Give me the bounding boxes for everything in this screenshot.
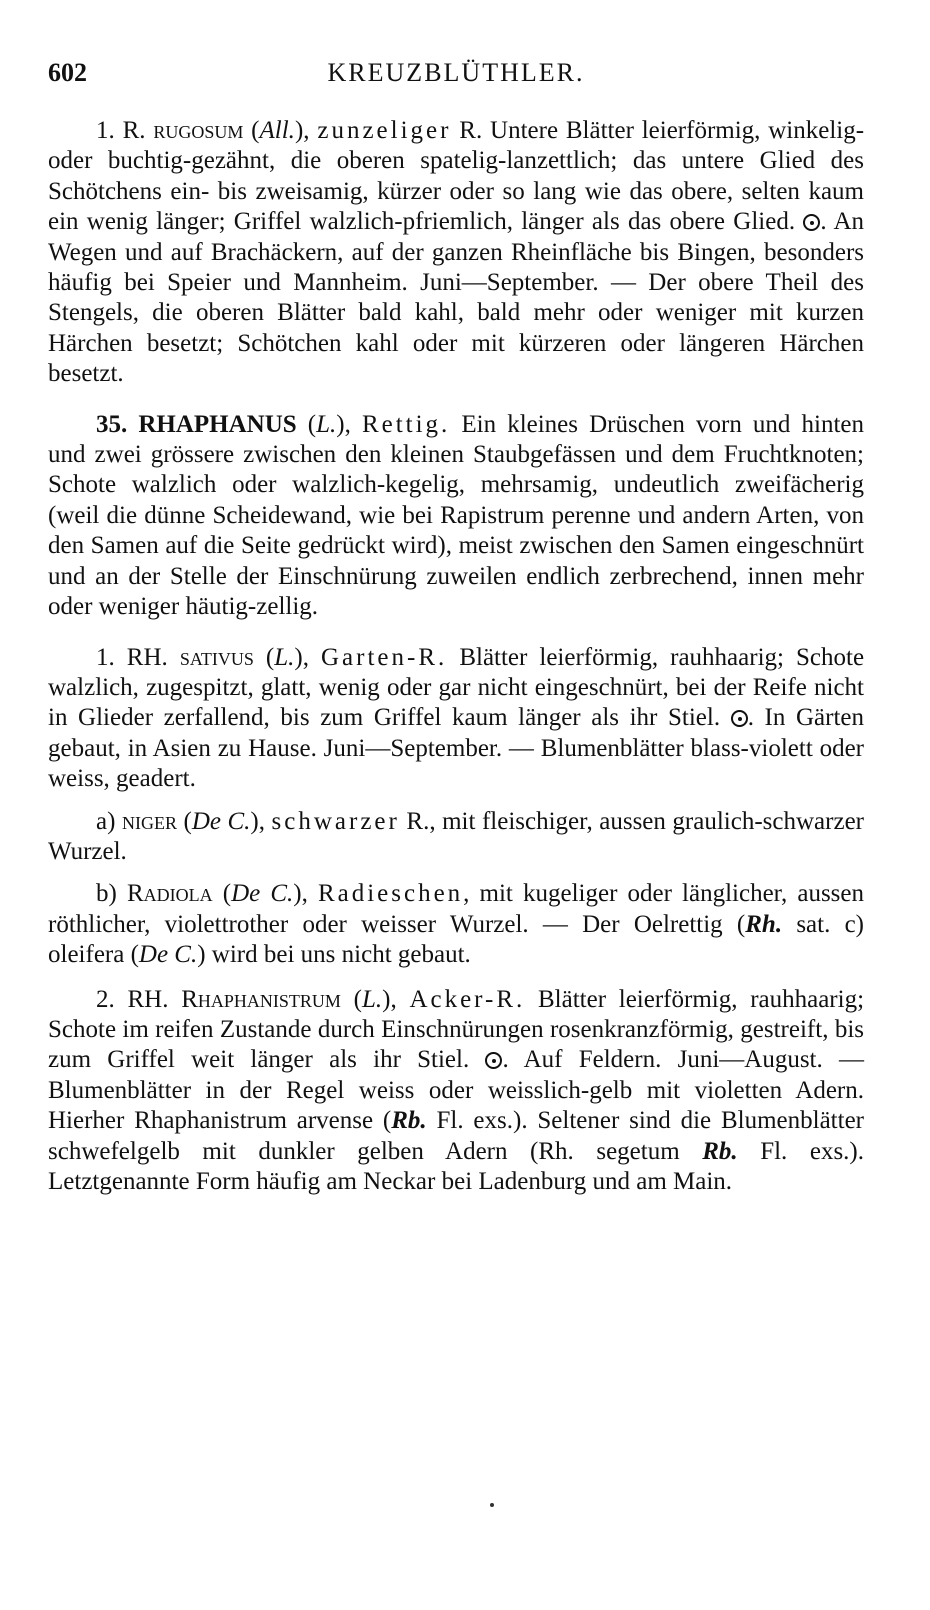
genus-authority: L. (316, 410, 337, 438)
description-text: Blätter leierförmig, rauhhaarig; Schote im reifen Zustande durch Einschnürungen rosenkranzförmig, gestreift, bis zum Griffel weit länger als ihr Stiel. (48, 985, 865, 1074)
species-authority: L. (274, 643, 295, 671)
species-number: 2. RH. (96, 985, 169, 1013)
common-name: Acker-R. (409, 985, 526, 1013)
common-name: Garten-R. (321, 643, 448, 671)
variety-authority: De C. (231, 880, 294, 908)
reference-abbrev: Rb. (391, 1107, 427, 1135)
genus-common-name: Rettig. (361, 410, 451, 438)
habitat-text-cont: Fl. exs.). Seltener sind die Blumenblätter schwefelgelb mit dunkler gelben Adern (Rh. segetum (48, 1107, 864, 1165)
variety-common-name: schwarzer (271, 807, 400, 835)
species-authority: All. (259, 117, 295, 144)
species-name: rugosum (153, 117, 244, 144)
variety-description: , mit kugeliger oder länglicher, aussen röthlicher, violettrother oder weisser Wurzel. — Der Oelrettig ( (48, 880, 864, 938)
habitat-text: . Auf Feldern. Juni—August. — Blumenblätter in der Regel weiss oder weisslich-gelb mit violetten Adern. Hierher Rhaphanistrum arvense ( (48, 1046, 864, 1135)
genus-description: Ein kleines Drüschen vorn und hinten und zwei grössere zwischen den kleinen Staubgefässen und dem Fruchtknoten; Schote walzlich oder walzlich-kegelig, mehrsamig, undeutlich zweifächerig (weil die dünne Scheidewand, wie bei Rapistrum perenne und andern Arten, von den Samen auf die Seite gedrückt wird), meist zwischen den Samen eingeschnürt und an der Stelle der Einschnürung zuweilen endlich zerbrechend, innen mehr oder weniger häutig-zellig. (48, 410, 864, 621)
species-rhaphanistrum-paragraph: 2. RH. Rhaphanistrum (L.), Acker-R. Blätter leierförmig, rauhhaarig; Schote im reifen Zustande durch Einschnürungen rosenkranzförmig, gestreift, bis zum Griffel weit länger als ihr Stiel. . Auf Feldern. Juni—August. — Blumenblätter in der Regel weiss oder weisslich-gelb mit violetten Adern. Hierher Rhaphanistrum arvense (Rb. Fl. exs.). Seltener sind die Blumenblätter schwefelgelb mit dunkler gelben Adern (Rh. segetum Rb. Fl. exs.). Letztgenannte Form häufig am Neckar bei Ladenburg und am Main. (48, 985, 865, 1195)
page-header (48, 58, 864, 102)
variety-niger-paragraph: a) niger (De C.), schwarzer R., mit fleischiger, aussen graulich-schwarzer Wurzel. (48, 807, 864, 865)
variety-common-name: Radieschen (317, 880, 464, 908)
genus-rhaphanus-paragraph: 35. RHAPHANUS (L.), Rettig. Ein kleines Drüschen vorn und hinten und zwei grössere zwischen den kleinen Staubgefässen und dem Fruchtknoten; Schote walzlich oder walzlich-kegelig, mehrsamig, undeutlich zweifächerig (weil die dünne Scheidewand, wie bei Rapistrum perenne und andern Arten, von den Samen auf die Seite gedrückt wird), meist zwischen den Samen eingeschnürt und an der Stelle der Einschnürung zuweilen endlich zerbrechend, innen mehr oder weniger häutig-zellig. (48, 410, 864, 621)
variety-description: R., mit fleischiger, aussen graulich-schwarzer Wurzel. (48, 807, 864, 865)
habitat-text: . In Gärten gebaut, in Asien zu Hause. Juni—September. — Blumenblätter blass-violett oder weiss, geadert. (48, 704, 864, 793)
annual-symbol-icon (731, 710, 748, 727)
variety-authority: De C. (191, 807, 251, 835)
variety-description-end: ) wird bei uns nicht gebaut. (197, 941, 471, 969)
annual-symbol-icon (485, 1052, 502, 1069)
annual-symbol-icon (803, 214, 820, 231)
habitat-text-end: Fl. exs.). Letztgenannte Form häufig am Neckar bei Ladenburg und am Main. (48, 1137, 864, 1195)
species-rugosum-paragraph: 1. R. rugosum (All.), zunzeliger R. Untere Blätter leierförmig, winkelig- oder buchtig-gezähnt, die oberen spatelig-lanzettlich; das untere Glied des Schötchens ein- bis zweisamig, kürzer oder so lang wie das obere, selten kaum ein wenig länger; Griffel walzlich-pfriemlich, länger als das obere Glied. . An Wegen und auf Brachäckern, auf der ganzen Rheinfläche bis Bingen, besonders häufig bei Speier und Mannheim. Juni—September. — Der obere Theil des Stengels, die oberen Blätter bald kahl, bald mehr oder weniger mit kurzen Härchen besetzt; Schötchen kahl oder mit kürzeren oder längeren Härchen besetzt. (48, 117, 865, 388)
variety-radiola-paragraph: b) Radiola (De C.), Radieschen, mit kugeliger oder länglicher, aussen röthlicher, violettrother oder weisser Wurzel. — Der Oelrettig (Rh. sat. c) oleifera (De C.) wird bei uns nicht gebaut. (48, 880, 864, 969)
description-text: Untere Blätter leierförmig, winkelig- oder buchtig-gezähnt, die oberen spatelig-lanzettlich; das untere Glied des Schötchens ein- bis zweisamig, kürzer oder so lang wie das obere, selten kaum ein wenig länger; Griffel walzlich-pfriemlich, länger als das obere Glied. (48, 117, 865, 236)
abbreviation: Rh. (745, 910, 783, 938)
genus-name: 35. RHAPHANUS (96, 410, 297, 438)
habitat-text: . An Wegen und auf Brachäckern, auf der ganzen Rheinfläche bis Bingen, besonders häufig bei Speier und Mannheim. Juni—September. — Der obere Theil des Stengels, die oberen Blätter bald kahl, bald mehr oder weniger mit kurzen Härchen besetzt; Schötchen kahl oder mit kürzeren oder längeren Härchen besetzt. (48, 208, 864, 388)
variety-name: niger (121, 807, 177, 835)
running-title: KREUZBLÜTHLER. (327, 58, 585, 87)
variety-label: a) (96, 807, 116, 835)
common-name-suffix: R. (459, 117, 483, 144)
page-number: 602 (48, 58, 87, 87)
species-number: 1. RH. (96, 643, 168, 671)
print-speck (490, 1503, 494, 1507)
common-name: zunzeliger (317, 117, 452, 144)
description-text: Blätter leierförmig, rauhhaarig; Schote walzlich, zugespitzt, glatt, wenig oder gar nicht eingeschnürt, bei der Reife nicht in Glieder zerfallend, bis zum Griffel kaum länger als ihr Stiel. (48, 643, 865, 732)
species-name: sativus (179, 643, 254, 671)
variety-name: Radiola (126, 880, 213, 908)
species-number: 1. R. (96, 117, 146, 144)
species-name: Rhaphanistrum (181, 985, 341, 1013)
species-sativus-paragraph: 1. RH. sativus (L.), Garten-R. Blätter leierförmig, rauhhaarig; Schote walzlich, zugespitzt, glatt, wenig oder gar nicht eingeschnürt, bei der Reife nicht in Glieder zerfallend, bis zum Griffel kaum länger als ihr Stiel. . In Gärten gebaut, in Asien zu Hause. Juni—September. — Blumenblätter blass-violett oder weiss, geadert. (48, 643, 865, 793)
variety-authority-2: De C. (138, 941, 198, 969)
species-authority: L. (361, 985, 383, 1013)
variety-label: b) (96, 880, 117, 908)
variety-description-cont: sat. c) oleifera ( (48, 910, 864, 969)
reference-abbrev-2: Rb. (702, 1137, 738, 1165)
page (48, 58, 864, 1197)
